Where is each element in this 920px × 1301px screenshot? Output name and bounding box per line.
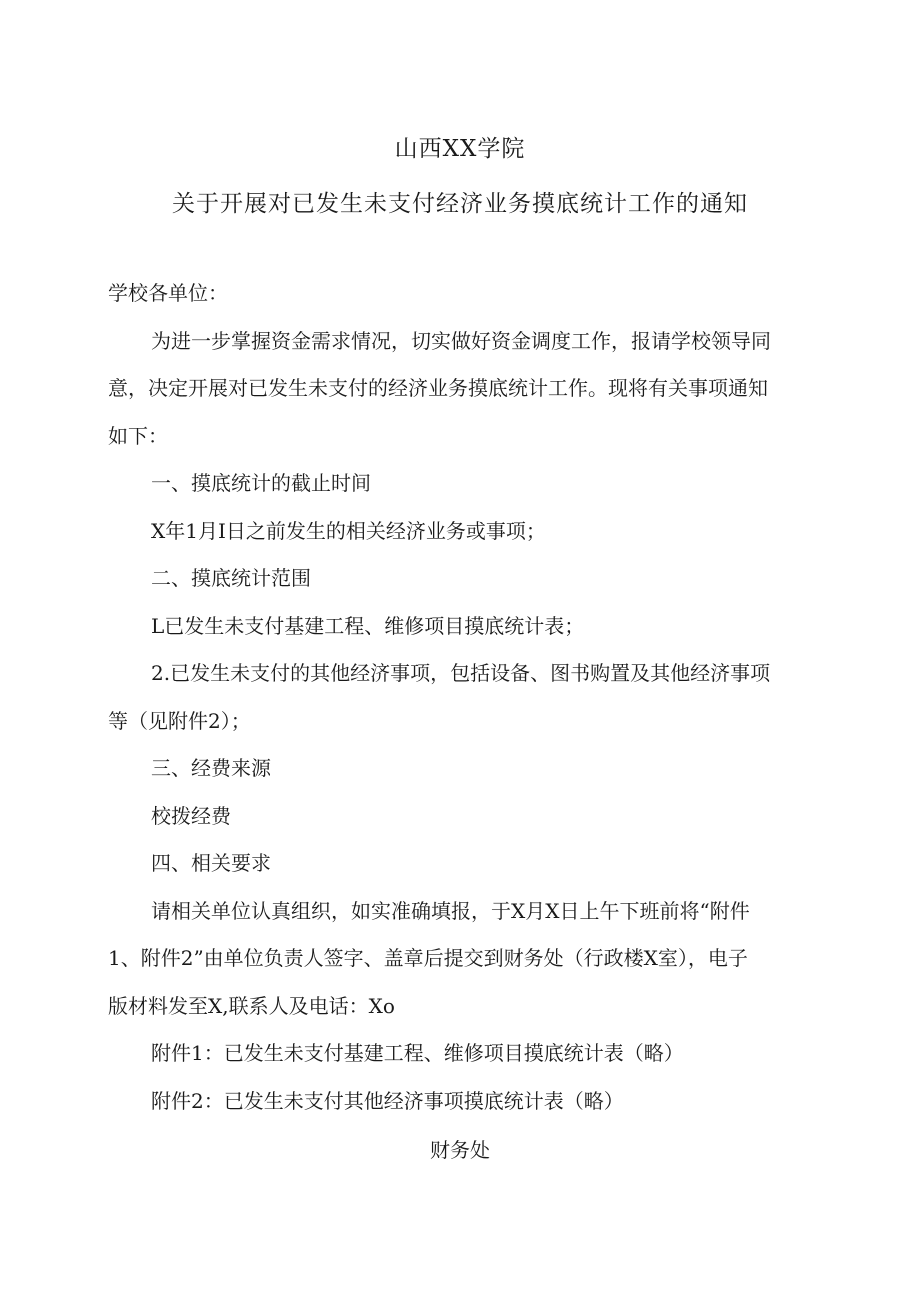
section-2-heading: 二、摸底统计范围 bbox=[151, 566, 311, 590]
document-title-notice: 关于开展对已发生未支付经济业务摸底统计工作的通知 bbox=[172, 191, 748, 217]
document-title-school: 山西XX学院 bbox=[394, 136, 526, 162]
intro-line-1: 为进一步掌握资金需求情况，切实做好资金调度工作，报请学校领导同 bbox=[151, 328, 771, 353]
intro-line-2: 意，决定开展对已发生未支付的经济业务摸底统计工作。现将有关事项通知 bbox=[108, 376, 768, 400]
intro-line-3: 如下： bbox=[108, 423, 168, 448]
section-4-text-line-2: 1、附件2”由单位负责人签字、盖章后提交到财务处（行政楼X室），电子 bbox=[108, 946, 748, 970]
section-3-heading: 三、经费来源 bbox=[151, 756, 271, 780]
section-4-heading: 四、相关要求 bbox=[151, 851, 271, 875]
section-2-item-1: L已发生未支付基建工程、维修项目摸底统计表； bbox=[151, 613, 585, 638]
section-4-text-line-3: 版材料发至X,联系人及电话：Xo bbox=[108, 993, 395, 1018]
signature: 财务处 bbox=[430, 1138, 490, 1162]
section-2-item-2-line-1: 2.已发生未支付的其他经济事项，包括设备、图书购置及其他经济事项 bbox=[151, 661, 771, 685]
attachment-2: 附件2：已发生未支付其他经济事项摸底统计表（略） bbox=[151, 1088, 624, 1113]
salutation: 学校各单位： bbox=[108, 281, 228, 305]
section-2-item-2-line-2: 等（见附件2）； bbox=[108, 708, 251, 733]
document-body bbox=[108, 270, 820, 1125]
section-4-text-line-1: 请相关单位认真组织，如实准确填报，于X月X日上午下班前将“附件 bbox=[151, 898, 750, 923]
attachment-1: 附件1：已发生未支付基建工程、维修项目摸底统计表（略） bbox=[151, 1041, 684, 1065]
section-1-heading: 一、摸底统计的截止时间 bbox=[151, 471, 371, 495]
section-3-text: 校拨经费 bbox=[151, 803, 231, 828]
section-1-text: X年1月I日之前发生的相关经济业务或事项； bbox=[151, 518, 546, 543]
